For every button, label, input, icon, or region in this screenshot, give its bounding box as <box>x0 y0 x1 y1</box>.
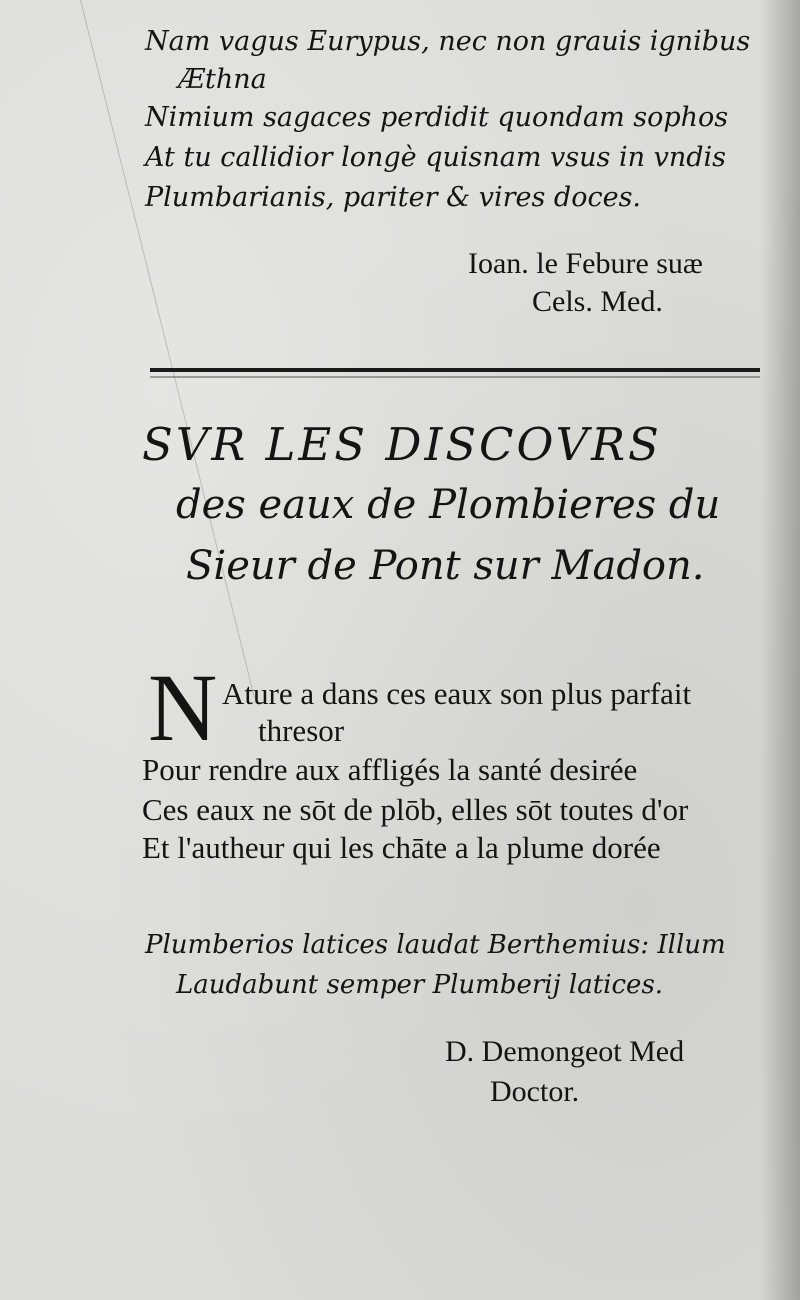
french-poem-line-3: Ces eaux ne sōt de plōb, elles sōt toutes d'or <box>142 792 689 827</box>
french-poem-line-1: Ature a dans ces eaux son plus parfait <box>222 676 692 711</box>
latin-poem-line-4: At tu callidior longè quisnam vsus in vndis <box>145 142 726 173</box>
signature-bottom-line-2: Doctor. <box>490 1075 580 1108</box>
section-heading-line-2: des eaux de Plombieres du <box>176 482 721 528</box>
section-divider-rule <box>150 368 760 372</box>
signature-top-line-2: Cels. Med. <box>532 285 663 318</box>
section-heading-line-1: SVR LES DISCOVRS <box>142 418 662 471</box>
latin-poem-line-5: Plumbarianis, pariter & vires doces. <box>145 182 642 213</box>
french-poem-line-1-continued: thresor <box>258 713 345 748</box>
section-heading-line-3: Sieur de Pont sur Madon. <box>186 543 705 589</box>
drop-cap-letter: N <box>148 654 218 761</box>
page-edge-shadow <box>760 0 800 1300</box>
french-poem-line-2: Pour rendre aux affligés la santé desirée <box>142 752 638 787</box>
latin-poem-line-2: Æthna <box>178 64 267 95</box>
latin-poem-line-1: Nam vagus Eurypus, nec non grauis ignibus <box>145 26 751 57</box>
latin-poem-line-3: Nimium sagaces perdidit quondam sophos <box>145 102 729 133</box>
signature-bottom-line-1: D. Demongeot Med <box>445 1035 685 1068</box>
signature-top-line-1: Ioan. le Febure suæ <box>468 247 703 280</box>
french-poem-line-4: Et l'autheur qui les chāte a la plume dorée <box>142 830 661 865</box>
latin-couplet-line-1: Plumberios latices laudat Berthemius: Illum <box>145 930 726 960</box>
latin-couplet-line-2: Laudabunt semper Plumberij latices. <box>176 970 664 1000</box>
